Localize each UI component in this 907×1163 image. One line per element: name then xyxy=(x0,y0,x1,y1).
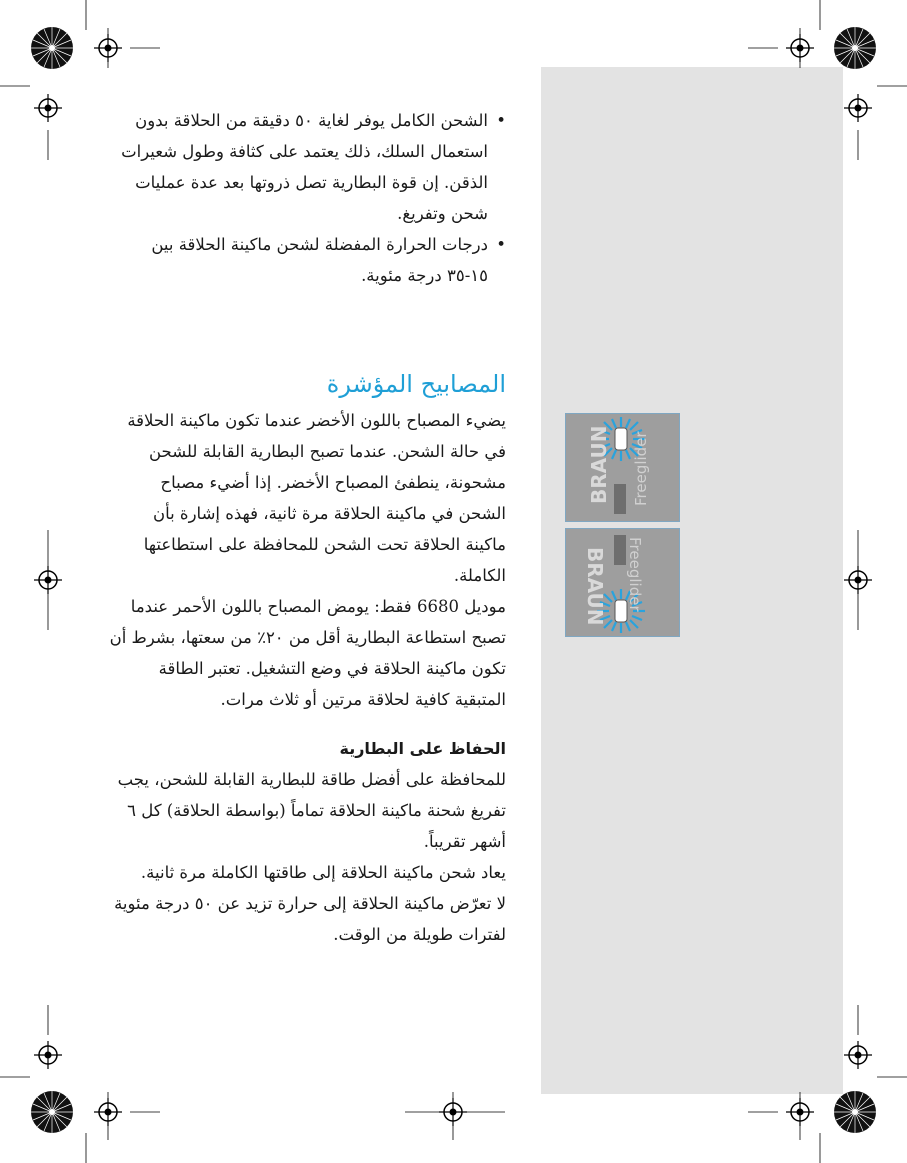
paragraph: للمحافظة على أفضل طاقة للبطارية القابلة للشحن، يجب تفريغ شحنة ماكينة الحلاقة تماماً (بواسطة الحلاقة) كل ٦ أشهر تقريباً. xyxy=(117,770,506,851)
paragraph: يضيء المصباح باللون الأخضر عندما تكون ماكينة الحلاقة في حالة الشحن. عندما تصبح البطارية القابلة للشحن مشحونة، ينطفئ المصباح الأخضر. إذا أضيء مصباح الشحن في ماكينة الحلاقة مرة ثانية، فهذه إشارة بأن ماكينة الحلاقة تحت الشحن للمحافظة على استطاعتها الكاملة. xyxy=(127,411,506,585)
paragraph: موديل 6680 فقط: يومض المصباح باللون الأحمر عندما تصبح استطاعة البطارية أقل من ٢٠٪ من سعتها، بشرط أن تكون ماكينة الحلاقة في وضع التشغيل. تعتبر الطاقة المتبقية كافية لحلاقة مرتين أو ثلاث مرات. xyxy=(109,597,506,709)
bullet-icon: • xyxy=(496,111,506,130)
indicator-lights-heading: المصابيح المؤشرة xyxy=(326,370,506,398)
paragraph: لا تعرّض ماكينة الحلاقة إلى حرارة تزيد عن ٥٠ درجة مئوية لفترات طويلة من الوقت. xyxy=(114,894,506,944)
model-name: Freeglider xyxy=(626,537,644,612)
registration-wheel-icon xyxy=(31,1091,73,1133)
feature-bullet-list xyxy=(108,105,506,291)
registration-cross-icon xyxy=(34,1041,62,1069)
registration-wheel-icon xyxy=(834,1091,876,1133)
shaver-illustration-charging xyxy=(565,413,680,522)
registration-cross-icon xyxy=(844,94,872,122)
list-item xyxy=(108,229,506,291)
battery-care-heading: الحفاظ على البطارية xyxy=(339,739,506,758)
indicator-slot xyxy=(614,535,626,565)
bullet-text: درجات الحرارة المفضلة لشحن ماكينة الحلاقة بين ١٥-٣٥ درجة مئوية. xyxy=(151,235,488,285)
shaver-illustration-low-battery xyxy=(565,528,680,637)
paragraph: يعاد شحن ماكينة الحلاقة إلى طاقتها الكاملة مرة ثانية. xyxy=(140,863,506,882)
bullet-icon: • xyxy=(496,235,506,254)
registration-cross-icon xyxy=(34,94,62,122)
brand-logo: BRAUN xyxy=(587,425,611,504)
registration-cross-icon xyxy=(844,1041,872,1069)
model-name: Freeglider xyxy=(632,431,650,506)
registration-wheel-icon xyxy=(834,27,876,69)
list-item xyxy=(108,105,506,229)
registration-wheel-icon xyxy=(31,27,73,69)
battery-care-body xyxy=(108,764,506,950)
indicator-lights-body xyxy=(108,405,506,715)
indicator-slot xyxy=(614,484,626,514)
brand-logo: BRAUN xyxy=(583,547,607,626)
bullet-text: الشحن الكامل يوفر لغاية ٥٠ دقيقة من الحلاقة بدون استعمال السلك، ذلك يعتمد على كثافة وطول شعيرات الذقن. إن قوة البطارية تصل ذروتها بعد عدة عمليات شحن وتفريغ. xyxy=(121,111,488,223)
